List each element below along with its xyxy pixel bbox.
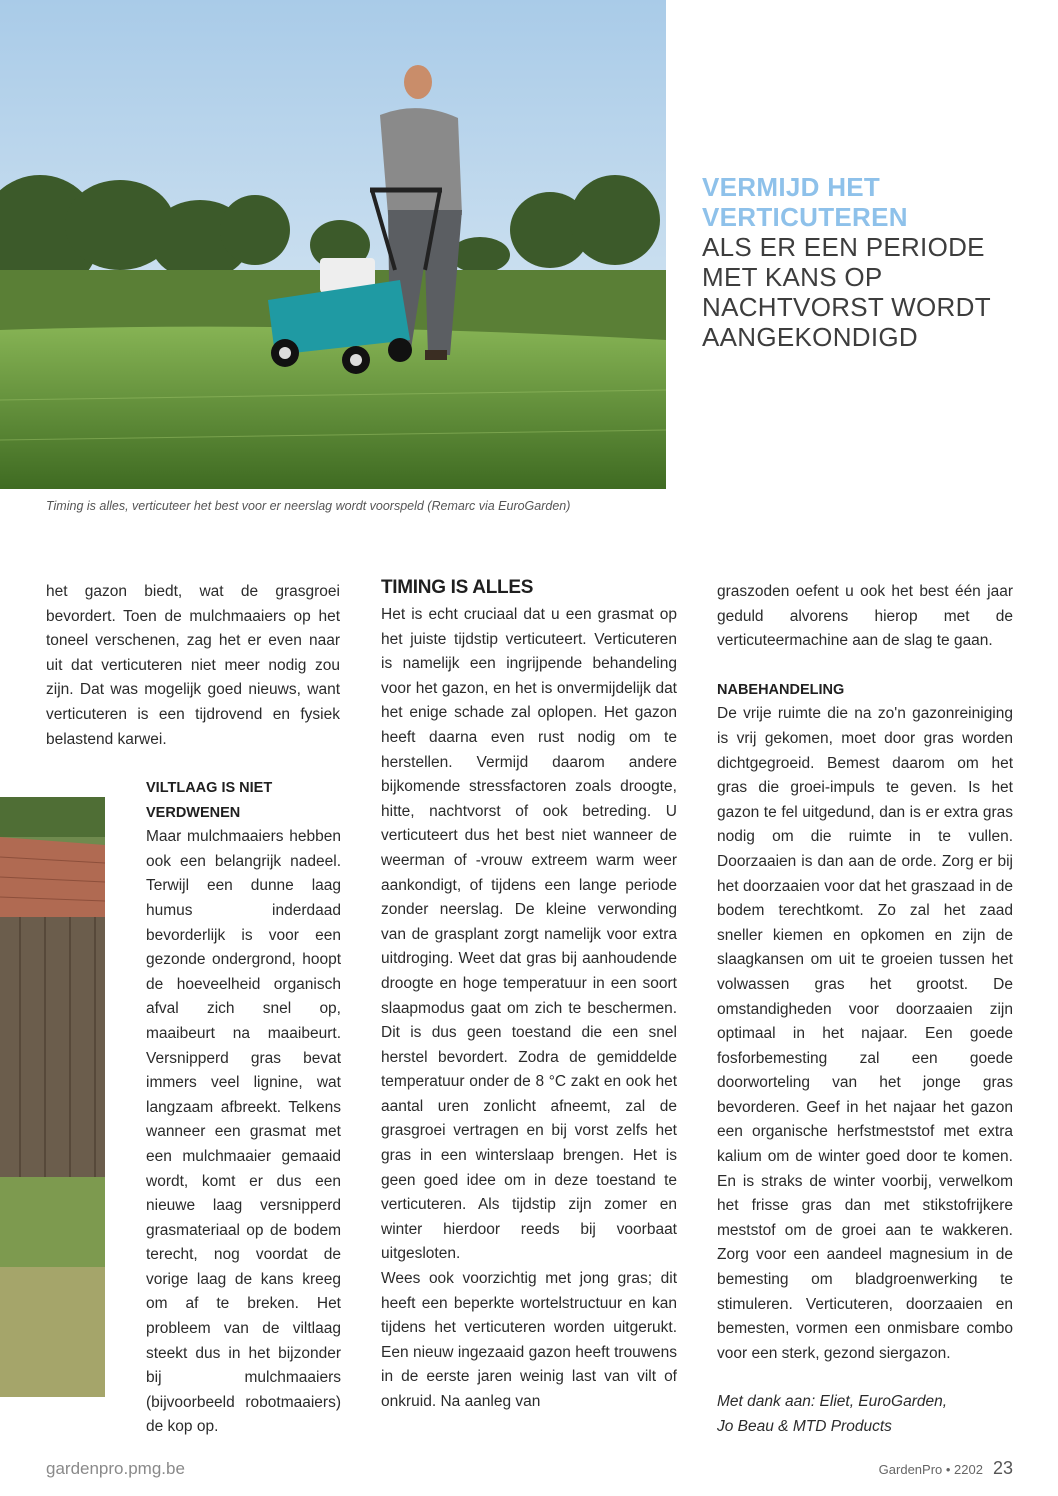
paragraph: Wees ook voorzichtig met jong gras; dit heeft een beperkte wortelstructuur en kan tijdens het verticuteren worden uitgerukt. Een nieuw ingezaaid gazon heeft trouwens in de eerste jaren weinig last van vilt of onkruid. Na aanleg van (381, 1270, 677, 1410)
magazine-issue: GardenPro • 2202 (878, 1462, 983, 1477)
paragraph: De vrije ruimte die na zo'n gazonreiniging is vrij gekomen, moet door gras worden dichtgegroeid. Bemest daarom om het gras die groei-impuls te geven. Is het gazon te fel uitgedund, dan is er extra gras nodig om die ruimte in te vullen. Doorzaaien is dan aan de orde. Zorg er bij het doorzaaien voor dat het graszaad in de bodem terechtkomt. Zo zal het zaad sneller kiemen en opkomen en zijn de slaagkansen om uit te groeien tussen het volwassen gras het grootst. De omstandigheden voor doorzaaien zijn optimaal in het najaar. Een goede fosforbemesting zal een goede doorworteling van het jonge gras bevorderen. Geef in het najaar het gazon een organische herfstmeststof met extra kalium om de winter goed door te komen. En is straks de winter voorbij, verwelkom het frisse gras dan met stikstofrijkere meststof om de groei aan te wakkeren. Zorg voor een aandeel magnesium in de bemesting om bladgroenwerking te stimuleren. Verticuteren, doorzaaien en bemesten, vormen een onmisbare combo voor een sterk, gezond siergazon. (717, 705, 1013, 1362)
column-1-section (146, 776, 341, 1440)
section-heading: TIMING IS ALLES (381, 577, 534, 598)
column-2 (381, 575, 677, 1415)
column-3 (717, 580, 1013, 1440)
acknowledgements-line: Jo Beau & MTD Products (717, 1418, 892, 1435)
footer-website-link[interactable]: gardenpro.pmg.be (46, 1459, 185, 1478)
acknowledgements (717, 1390, 1013, 1439)
pull-quote-text: ALS ER EEN PERIODE MET KANS OP NACHTVORST WORDT AANGEKONDIGD (702, 232, 991, 352)
photo-caption: Timing is alles, verticuteer het best voor er neerslag wordt voorspeld (Remarc via EuroGarden) (46, 499, 571, 513)
paragraph: graszoden oefent u ook het best één jaar geduld alvorens hierop met de verticuteermachine aan de slag te gaan. (717, 583, 1013, 650)
paragraph: Het is echt cruciaal dat u een grasmat op het juiste tijdstip verticuteert. Verticuteren is namelijk een ingrijpende behandeling voor het gazon, en het is onvermijdelijk dat het enige schade zal oplopen. Het gazon heeft daarna even rust nodig om te herstellen. Vermijd daarom andere bijkomende stressfactoren zoals droogte, hitte, nachtvorst of ook betreding. U verticuteert dus het best niet wanneer de weerman of -vrouw extreem warm weer aankondigt, of tijdens een lange periode zonder neerslag. De kleine verwonding van de grasplant zorgt namelijk voor extra uitdroging. Weet dat gras bij aanhoudende droogte en hoge temperatuur in een soort slaapmodus gaat om zich te beschermen. Dit is dus geen toestand die een snel herstel bevordert. Zodra de gemiddelde temperatuur onder de 8 °C zakt en ook het aantal uren zonlicht afneemt, zal de grasgroei vertragen en bij vorst zelfs het gras in een winterslaap brengen. Het is geen goed idee om in deze toestand te verticuteren. Als tijdstip zijn zomer en winter hierdoor reeds bij voorbaat uitgesloten. (381, 606, 677, 1263)
column-1-intro (46, 580, 340, 752)
house-photo (0, 797, 105, 1397)
hero-photo (0, 0, 666, 489)
paragraph: Maar mulchmaaiers hebben ook een belangrijk nadeel. Terwijl een dunne laag humus inderdaad bevorderlijk is voor een gezonde ondergrond, hoopt de hoeveelheid organisch afval zich snel op, maaibeurt na maaibeurt. Versnipperd gras bevat immers veel lignine, wat langzaam afbreekt. Telkens wanneer een grasmat met een mulchmaaier gemaaid wordt, komt er dus een nieuwe laag versnipperd grasmateriaal op de bodem terecht, nog voordat de vorige laag de kans kreeg om af te breken. Het probleem van de viltlaag steekt dus in het bijzonder bij mulchmaaiers (bijvoorbeeld robotmaaiers) de kop op. (146, 828, 341, 1436)
paragraph: het gazon biedt, wat de grasgroei bevordert. Toen de mulchmaaiers op het toneel verschenen, zag het er even naar uit dat verticuteren niet meer nodig zou zijn. Dat was mogelijk goed nieuws, want verticuteren is een tijdrovend en fysiek belastend karwei. (46, 583, 340, 748)
side-photo (0, 797, 105, 1397)
section-heading: NABEHANDELING (717, 681, 845, 698)
pull-quote-highlight: VERMIJD HET VERTICUTEREN (702, 172, 908, 232)
section-heading: VILTLAAG IS NIET VERDWENEN (146, 780, 273, 821)
lawn-aerator-photo (0, 0, 666, 489)
page-number: 23 (992, 1458, 1013, 1478)
acknowledgements-line: Met dank aan: Eliet, EuroGarden, (717, 1393, 948, 1411)
pull-quote (702, 172, 1032, 352)
footer-info (879, 1458, 1013, 1479)
